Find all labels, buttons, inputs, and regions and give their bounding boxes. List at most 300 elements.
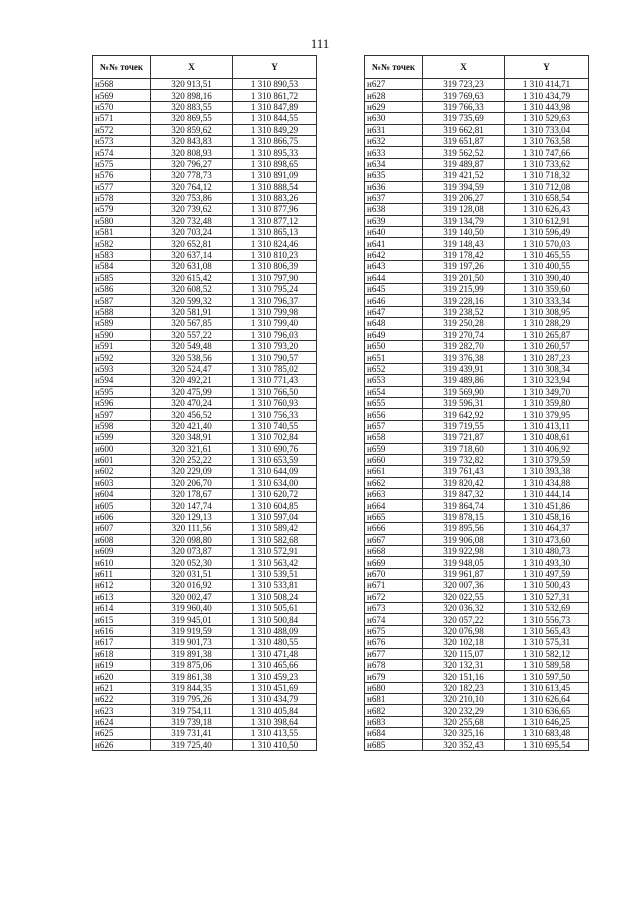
table-row xyxy=(365,135,589,146)
x-coordinate-cell: 319 206,27 xyxy=(423,192,505,203)
table-row xyxy=(365,705,589,716)
table-row xyxy=(365,147,589,158)
point-number-cell: н629 xyxy=(365,101,423,112)
point-number-cell: н656 xyxy=(365,409,423,420)
point-number-cell: н605 xyxy=(93,500,151,511)
point-number-cell: н683 xyxy=(365,716,423,727)
y-coordinate-cell: 1 310 493,30 xyxy=(505,557,589,568)
table-row xyxy=(93,671,317,682)
header-point-number: №№ точек xyxy=(93,56,151,79)
point-number-cell: н651 xyxy=(365,352,423,363)
y-coordinate-cell: 1 310 582,68 xyxy=(233,534,317,545)
y-coordinate-cell: 1 310 413,55 xyxy=(233,728,317,739)
table-row xyxy=(365,409,589,420)
point-number-cell: н640 xyxy=(365,227,423,238)
y-coordinate-cell: 1 310 604,85 xyxy=(233,500,317,511)
x-coordinate-cell: 319 489,87 xyxy=(423,158,505,169)
table-row xyxy=(365,340,589,351)
point-number-cell: н635 xyxy=(365,170,423,181)
x-coordinate-cell: 319 725,40 xyxy=(151,739,233,750)
x-coordinate-cell: 319 731,41 xyxy=(151,728,233,739)
point-number-cell: н609 xyxy=(93,546,151,557)
x-coordinate-cell: 319 754,11 xyxy=(151,705,233,716)
table-row xyxy=(93,648,317,659)
y-coordinate-cell: 1 310 359,80 xyxy=(505,397,589,408)
table-header-row xyxy=(93,56,317,79)
x-coordinate-cell: 320 421,40 xyxy=(151,420,233,431)
table-row xyxy=(365,90,589,101)
point-number-cell: н571 xyxy=(93,113,151,124)
y-coordinate-cell: 1 310 702,84 xyxy=(233,432,317,443)
point-number-cell: н607 xyxy=(93,523,151,534)
y-coordinate-cell: 1 310 824,46 xyxy=(233,238,317,249)
y-coordinate-cell: 1 310 308,95 xyxy=(505,306,589,317)
y-coordinate-cell: 1 310 895,33 xyxy=(233,147,317,158)
point-number-cell: н649 xyxy=(365,329,423,340)
header-y: Y xyxy=(505,56,589,79)
point-number-cell: н685 xyxy=(365,739,423,750)
y-coordinate-cell: 1 310 539,51 xyxy=(233,568,317,579)
table-row xyxy=(93,375,317,386)
point-number-cell: н672 xyxy=(365,591,423,602)
point-number-cell: н676 xyxy=(365,637,423,648)
table-row xyxy=(93,716,317,727)
table-row xyxy=(93,568,317,579)
point-number-cell: н570 xyxy=(93,101,151,112)
table-row xyxy=(93,249,317,260)
y-coordinate-cell: 1 310 398,64 xyxy=(233,716,317,727)
x-coordinate-cell: 320 210,10 xyxy=(423,694,505,705)
x-coordinate-cell: 320 703,24 xyxy=(151,227,233,238)
table-row xyxy=(365,625,589,636)
y-coordinate-cell: 1 310 658,54 xyxy=(505,192,589,203)
y-coordinate-cell: 1 310 565,43 xyxy=(505,625,589,636)
table-row xyxy=(93,409,317,420)
point-number-cell: н579 xyxy=(93,204,151,215)
table-row xyxy=(93,477,317,488)
page-number: 111 xyxy=(310,36,330,51)
x-coordinate-cell: 320 052,30 xyxy=(151,557,233,568)
y-coordinate-cell: 1 310 533,81 xyxy=(233,580,317,591)
x-coordinate-cell: 319 718,60 xyxy=(423,443,505,454)
y-coordinate-cell: 1 310 563,42 xyxy=(233,557,317,568)
table-row xyxy=(93,386,317,397)
y-coordinate-cell: 1 310 799,98 xyxy=(233,306,317,317)
y-coordinate-cell: 1 310 465,55 xyxy=(505,249,589,260)
point-number-cell: н589 xyxy=(93,318,151,329)
x-coordinate-cell: 320 007,36 xyxy=(423,580,505,591)
table-row xyxy=(93,272,317,283)
point-number-cell: н642 xyxy=(365,249,423,260)
y-coordinate-cell: 1 310 497,59 xyxy=(505,568,589,579)
point-number-cell: н602 xyxy=(93,466,151,477)
table-row xyxy=(93,397,317,408)
x-coordinate-cell: 320 524,47 xyxy=(151,363,233,374)
y-coordinate-cell: 1 310 733,62 xyxy=(505,158,589,169)
point-number-cell: н667 xyxy=(365,534,423,545)
point-number-cell: н600 xyxy=(93,443,151,454)
table-row xyxy=(365,204,589,215)
point-number-cell: н627 xyxy=(365,79,423,90)
table-row xyxy=(93,614,317,625)
point-number-cell: н584 xyxy=(93,261,151,272)
y-coordinate-cell: 1 310 847,89 xyxy=(233,101,317,112)
x-coordinate-cell: 319 282,70 xyxy=(423,340,505,351)
x-coordinate-cell: 320 567,85 xyxy=(151,318,233,329)
table-row xyxy=(365,432,589,443)
table-row xyxy=(365,659,589,670)
point-number-cell: н581 xyxy=(93,227,151,238)
point-number-cell: н585 xyxy=(93,272,151,283)
y-coordinate-cell: 1 310 589,42 xyxy=(233,523,317,534)
table-row xyxy=(365,523,589,534)
table-row xyxy=(365,124,589,135)
y-coordinate-cell: 1 310 443,98 xyxy=(505,101,589,112)
table-row xyxy=(93,489,317,500)
point-number-cell: н669 xyxy=(365,557,423,568)
point-number-cell: н681 xyxy=(365,694,423,705)
table-row xyxy=(93,728,317,739)
table-row xyxy=(93,329,317,340)
y-coordinate-cell: 1 310 626,64 xyxy=(505,694,589,705)
y-coordinate-cell: 1 310 488,09 xyxy=(233,625,317,636)
point-number-cell: н601 xyxy=(93,454,151,465)
x-coordinate-cell: 320 883,55 xyxy=(151,101,233,112)
y-coordinate-cell: 1 310 877,12 xyxy=(233,215,317,226)
x-coordinate-cell: 320 652,81 xyxy=(151,238,233,249)
x-coordinate-cell: 320 456,52 xyxy=(151,409,233,420)
point-number-cell: н652 xyxy=(365,363,423,374)
point-number-cell: н588 xyxy=(93,306,151,317)
table-row xyxy=(93,113,317,124)
x-coordinate-cell: 319 394,59 xyxy=(423,181,505,192)
point-number-cell: н670 xyxy=(365,568,423,579)
x-coordinate-cell: 319 250,28 xyxy=(423,318,505,329)
table-row xyxy=(93,79,317,90)
table-row xyxy=(93,466,317,477)
table-row xyxy=(93,352,317,363)
table-row xyxy=(365,249,589,260)
y-coordinate-cell: 1 310 626,43 xyxy=(505,204,589,215)
point-number-cell: н577 xyxy=(93,181,151,192)
table-row xyxy=(365,272,589,283)
table-row xyxy=(93,135,317,146)
x-coordinate-cell: 320 022,55 xyxy=(423,591,505,602)
point-number-cell: н572 xyxy=(93,124,151,135)
point-number-cell: н636 xyxy=(365,181,423,192)
point-number-cell: н665 xyxy=(365,511,423,522)
table-row xyxy=(93,625,317,636)
table-row xyxy=(93,158,317,169)
table-row xyxy=(365,477,589,488)
x-coordinate-cell: 320 549,48 xyxy=(151,340,233,351)
x-coordinate-cell: 319 761,43 xyxy=(423,466,505,477)
table-row xyxy=(365,352,589,363)
x-coordinate-cell: 319 795,26 xyxy=(151,694,233,705)
x-coordinate-cell: 320 036,32 xyxy=(423,602,505,613)
table-row xyxy=(93,546,317,557)
x-coordinate-cell: 320 753,86 xyxy=(151,192,233,203)
y-coordinate-cell: 1 310 861,72 xyxy=(233,90,317,101)
x-coordinate-cell: 319 861,38 xyxy=(151,671,233,682)
x-coordinate-cell: 319 723,23 xyxy=(423,79,505,90)
x-coordinate-cell: 320 073,87 xyxy=(151,546,233,557)
table-row xyxy=(365,101,589,112)
point-number-cell: н573 xyxy=(93,135,151,146)
point-number-cell: н658 xyxy=(365,432,423,443)
table-row xyxy=(93,147,317,158)
y-coordinate-cell: 1 310 771,43 xyxy=(233,375,317,386)
x-coordinate-cell: 320 102,18 xyxy=(423,637,505,648)
table-row xyxy=(93,295,317,306)
point-number-cell: н590 xyxy=(93,329,151,340)
x-coordinate-cell: 319 961,87 xyxy=(423,568,505,579)
point-number-cell: н617 xyxy=(93,637,151,648)
x-coordinate-cell: 320 178,67 xyxy=(151,489,233,500)
table-row xyxy=(365,170,589,181)
point-number-cell: н625 xyxy=(93,728,151,739)
point-number-cell: н643 xyxy=(365,261,423,272)
point-number-cell: н613 xyxy=(93,591,151,602)
table-row xyxy=(93,101,317,112)
point-number-cell: н595 xyxy=(93,386,151,397)
x-coordinate-cell: 319 919,59 xyxy=(151,625,233,636)
y-coordinate-cell: 1 310 465,66 xyxy=(233,659,317,670)
point-number-cell: н596 xyxy=(93,397,151,408)
point-number-cell: н650 xyxy=(365,340,423,351)
x-coordinate-cell: 319 376,38 xyxy=(423,352,505,363)
x-coordinate-cell: 319 489,86 xyxy=(423,375,505,386)
y-coordinate-cell: 1 310 480,55 xyxy=(233,637,317,648)
x-coordinate-cell: 320 843,83 xyxy=(151,135,233,146)
y-coordinate-cell: 1 310 718,32 xyxy=(505,170,589,181)
table-row xyxy=(93,580,317,591)
table-row xyxy=(93,181,317,192)
point-number-cell: н659 xyxy=(365,443,423,454)
x-coordinate-cell: 320 608,52 xyxy=(151,284,233,295)
point-number-cell: н598 xyxy=(93,420,151,431)
y-coordinate-cell: 1 310 683,48 xyxy=(505,728,589,739)
x-coordinate-cell: 319 662,81 xyxy=(423,124,505,135)
y-coordinate-cell: 1 310 410,50 xyxy=(233,739,317,750)
y-coordinate-cell: 1 310 877,96 xyxy=(233,204,317,215)
coordinates-table-left xyxy=(92,55,317,751)
x-coordinate-cell: 319 878,15 xyxy=(423,511,505,522)
point-number-cell: н655 xyxy=(365,397,423,408)
x-coordinate-cell: 320 076,98 xyxy=(423,625,505,636)
x-coordinate-cell: 320 796,27 xyxy=(151,158,233,169)
table-row xyxy=(93,238,317,249)
point-number-cell: н634 xyxy=(365,158,423,169)
x-coordinate-cell: 320 869,55 xyxy=(151,113,233,124)
x-coordinate-cell: 320 111,56 xyxy=(151,523,233,534)
point-number-cell: н653 xyxy=(365,375,423,386)
y-coordinate-cell: 1 310 459,23 xyxy=(233,671,317,682)
table-row xyxy=(93,557,317,568)
point-number-cell: н610 xyxy=(93,557,151,568)
table-row xyxy=(365,158,589,169)
y-coordinate-cell: 1 310 323,94 xyxy=(505,375,589,386)
y-coordinate-cell: 1 310 653,59 xyxy=(233,454,317,465)
point-number-cell: н576 xyxy=(93,170,151,181)
y-coordinate-cell: 1 310 597,04 xyxy=(233,511,317,522)
point-number-cell: н668 xyxy=(365,546,423,557)
table-row xyxy=(365,682,589,693)
table-row xyxy=(93,170,317,181)
point-number-cell: н622 xyxy=(93,694,151,705)
x-coordinate-cell: 319 642,92 xyxy=(423,409,505,420)
table-row xyxy=(93,591,317,602)
point-number-cell: н624 xyxy=(93,716,151,727)
y-coordinate-cell: 1 310 898,65 xyxy=(233,158,317,169)
point-number-cell: н594 xyxy=(93,375,151,386)
point-number-cell: н586 xyxy=(93,284,151,295)
table-row xyxy=(365,261,589,272)
x-coordinate-cell: 319 739,18 xyxy=(151,716,233,727)
y-coordinate-cell: 1 310 390,40 xyxy=(505,272,589,283)
y-coordinate-cell: 1 310 570,03 xyxy=(505,238,589,249)
point-number-cell: н568 xyxy=(93,79,151,90)
point-number-cell: н618 xyxy=(93,648,151,659)
y-coordinate-cell: 1 310 582,12 xyxy=(505,648,589,659)
x-coordinate-cell: 320 252,22 xyxy=(151,454,233,465)
point-number-cell: н639 xyxy=(365,215,423,226)
y-coordinate-cell: 1 310 400,55 xyxy=(505,261,589,272)
point-number-cell: н603 xyxy=(93,477,151,488)
y-coordinate-cell: 1 310 527,31 xyxy=(505,591,589,602)
table-row xyxy=(365,397,589,408)
y-coordinate-cell: 1 310 458,16 xyxy=(505,511,589,522)
y-coordinate-cell: 1 310 888,54 xyxy=(233,181,317,192)
table-row xyxy=(365,591,589,602)
y-coordinate-cell: 1 310 572,91 xyxy=(233,546,317,557)
y-coordinate-cell: 1 310 434,79 xyxy=(505,90,589,101)
point-number-cell: н663 xyxy=(365,489,423,500)
x-coordinate-cell: 320 151,16 xyxy=(423,671,505,682)
point-number-cell: н616 xyxy=(93,625,151,636)
point-number-cell: н612 xyxy=(93,580,151,591)
x-coordinate-cell: 320 229,09 xyxy=(151,466,233,477)
y-coordinate-cell: 1 310 796,37 xyxy=(233,295,317,306)
table-header-row xyxy=(365,56,589,79)
y-coordinate-cell: 1 310 810,23 xyxy=(233,249,317,260)
table-body-right xyxy=(365,79,589,751)
point-number-cell: н569 xyxy=(93,90,151,101)
table-row xyxy=(93,204,317,215)
x-coordinate-cell: 319 562,52 xyxy=(423,147,505,158)
y-coordinate-cell: 1 310 613,45 xyxy=(505,682,589,693)
point-number-cell: н606 xyxy=(93,511,151,522)
x-coordinate-cell: 319 895,56 xyxy=(423,523,505,534)
point-number-cell: н638 xyxy=(365,204,423,215)
table-row xyxy=(365,238,589,249)
x-coordinate-cell: 319 421,52 xyxy=(423,170,505,181)
y-coordinate-cell: 1 310 451,86 xyxy=(505,500,589,511)
table-row xyxy=(93,682,317,693)
y-coordinate-cell: 1 310 444,14 xyxy=(505,489,589,500)
table-row xyxy=(365,454,589,465)
x-coordinate-cell: 320 321,61 xyxy=(151,443,233,454)
x-coordinate-cell: 319 766,33 xyxy=(423,101,505,112)
table-row xyxy=(365,648,589,659)
x-coordinate-cell: 320 898,16 xyxy=(151,90,233,101)
table-row xyxy=(365,637,589,648)
table-row xyxy=(365,511,589,522)
x-coordinate-cell: 320 492,21 xyxy=(151,375,233,386)
y-coordinate-cell: 1 310 733,04 xyxy=(505,124,589,135)
table-row xyxy=(365,694,589,705)
table-row xyxy=(93,192,317,203)
x-coordinate-cell: 319 270,74 xyxy=(423,329,505,340)
y-coordinate-cell: 1 310 260,57 xyxy=(505,340,589,351)
x-coordinate-cell: 319 948,05 xyxy=(423,557,505,568)
x-coordinate-cell: 320 348,91 xyxy=(151,432,233,443)
point-number-cell: н632 xyxy=(365,135,423,146)
point-number-cell: н587 xyxy=(93,295,151,306)
x-coordinate-cell: 320 599,32 xyxy=(151,295,233,306)
y-coordinate-cell: 1 310 799,40 xyxy=(233,318,317,329)
x-coordinate-cell: 320 325,16 xyxy=(423,728,505,739)
x-coordinate-cell: 320 739,62 xyxy=(151,204,233,215)
x-coordinate-cell: 319 148,43 xyxy=(423,238,505,249)
x-coordinate-cell: 319 891,38 xyxy=(151,648,233,659)
table-row xyxy=(93,432,317,443)
point-number-cell: н682 xyxy=(365,705,423,716)
point-number-cell: н637 xyxy=(365,192,423,203)
header-x: X xyxy=(423,56,505,79)
y-coordinate-cell: 1 310 866,75 xyxy=(233,135,317,146)
y-coordinate-cell: 1 310 785,02 xyxy=(233,363,317,374)
table-row xyxy=(93,363,317,374)
y-coordinate-cell: 1 310 793,20 xyxy=(233,340,317,351)
table-row xyxy=(365,363,589,374)
point-number-cell: н645 xyxy=(365,284,423,295)
point-number-cell: н674 xyxy=(365,614,423,625)
x-coordinate-cell: 319 875,06 xyxy=(151,659,233,670)
point-number-cell: н608 xyxy=(93,534,151,545)
point-number-cell: н611 xyxy=(93,568,151,579)
y-coordinate-cell: 1 310 644,09 xyxy=(233,466,317,477)
x-coordinate-cell: 319 844,35 xyxy=(151,682,233,693)
y-coordinate-cell: 1 310 766,50 xyxy=(233,386,317,397)
point-number-cell: н678 xyxy=(365,659,423,670)
y-coordinate-cell: 1 310 500,84 xyxy=(233,614,317,625)
y-coordinate-cell: 1 310 451,69 xyxy=(233,682,317,693)
point-number-cell: н677 xyxy=(365,648,423,659)
y-coordinate-cell: 1 310 575,31 xyxy=(505,637,589,648)
y-coordinate-cell: 1 310 408,61 xyxy=(505,432,589,443)
y-coordinate-cell: 1 310 883,26 xyxy=(233,192,317,203)
table-row xyxy=(93,318,317,329)
table-row xyxy=(93,523,317,534)
x-coordinate-cell: 319 215,99 xyxy=(423,284,505,295)
x-coordinate-cell: 319 960,40 xyxy=(151,602,233,613)
point-number-cell: н675 xyxy=(365,625,423,636)
y-coordinate-cell: 1 310 379,59 xyxy=(505,454,589,465)
point-number-cell: н592 xyxy=(93,352,151,363)
y-coordinate-cell: 1 310 265,87 xyxy=(505,329,589,340)
y-coordinate-cell: 1 310 891,09 xyxy=(233,170,317,181)
y-coordinate-cell: 1 310 473,60 xyxy=(505,534,589,545)
table-row xyxy=(365,79,589,90)
y-coordinate-cell: 1 310 865,13 xyxy=(233,227,317,238)
x-coordinate-cell: 320 637,14 xyxy=(151,249,233,260)
table-row xyxy=(365,375,589,386)
y-coordinate-cell: 1 310 596,49 xyxy=(505,227,589,238)
x-coordinate-cell: 319 140,50 xyxy=(423,227,505,238)
x-coordinate-cell: 320 232,29 xyxy=(423,705,505,716)
y-coordinate-cell: 1 310 806,39 xyxy=(233,261,317,272)
